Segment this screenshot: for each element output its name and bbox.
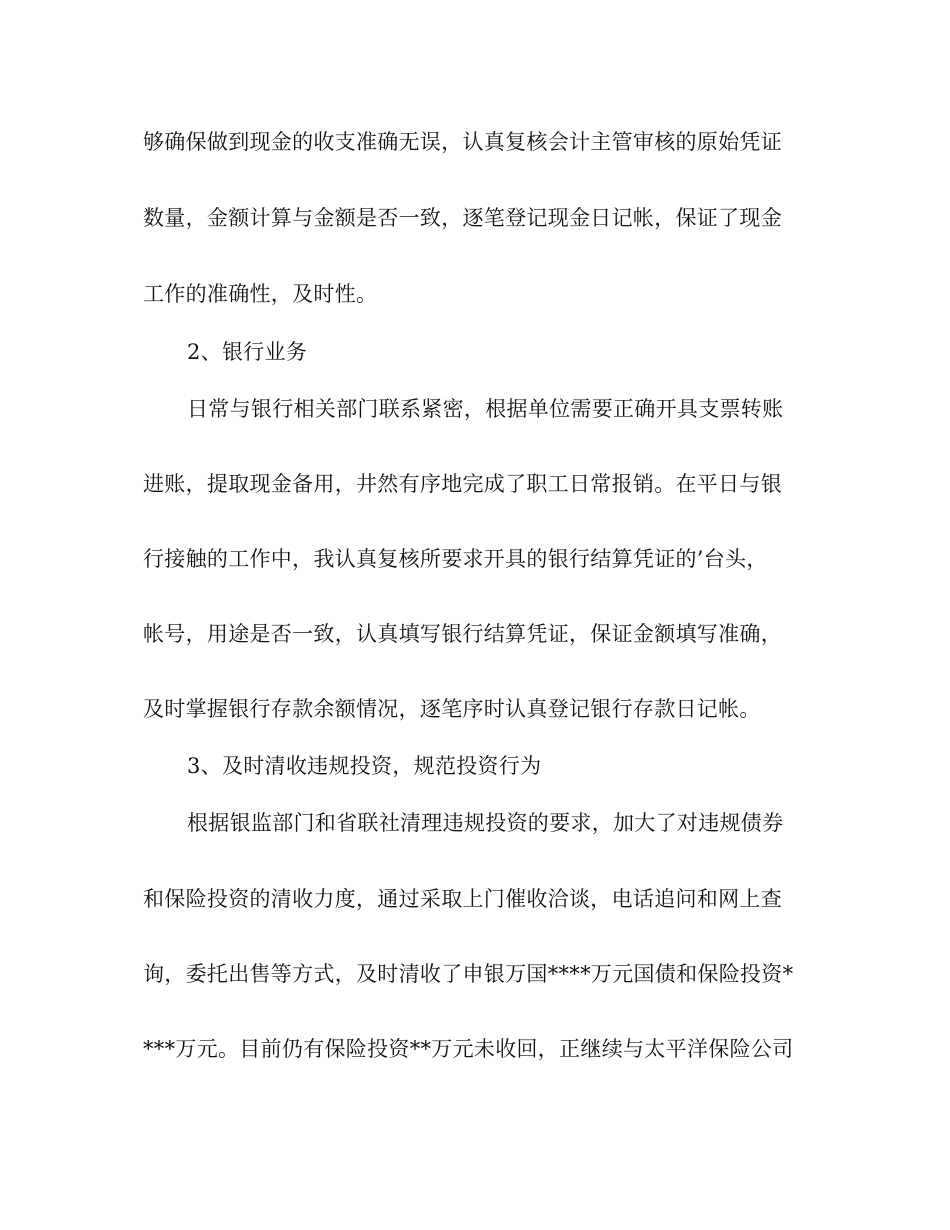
section-heading-investment: 3、及时清收违规投资，规范投资行为 [187, 754, 542, 778]
paragraph-line: 和保险投资的清收力度，通过采取上门催收洽谈，电话追问和网上查 [143, 887, 782, 911]
paragraph-line: 数量，金额计算与金额是否一致，逐笔登记现金日记帐，保证了现金 [143, 206, 782, 230]
paragraph-line: 根据银监部门和省联社清理违规投资的要求，加大了对违规债券 [187, 811, 784, 835]
paragraph-line: 够确保做到现金的收支准确无误，认真复核会计主管审核的原始凭证 [143, 130, 782, 154]
section-heading-bank-business: 2、银行业务 [187, 340, 308, 364]
paragraph-line: 行接触的工作中，我认真复核所要求开具的银行结算凭证的’台头， [143, 547, 768, 571]
paragraph-line: ***万元。目前仍有保险投资**万元未收回，正继续与太平洋保险公司 [143, 1037, 794, 1061]
paragraph-line: 询，委托出售等方式，及时清收了申银万国****万元国债和保险投资* [143, 962, 794, 986]
paragraph-line: 进账，提取现金备用，井然有序地完成了职工日常报销。在平日与银 [143, 472, 782, 496]
paragraph-line: 及时掌握银行存款余额情况，逐笔序时认真登记银行存款日记帐。 [143, 697, 761, 721]
paragraph-line: 日常与银行相关部门联系紧密，根据单位需要正确开具支票转账 [187, 397, 784, 421]
paragraph-line: 工作的准确性，及时性。 [143, 282, 378, 306]
paragraph-line: 帐号，用途是否一致，认真填写银行结算凭证，保证金额填写准确， [143, 622, 782, 646]
